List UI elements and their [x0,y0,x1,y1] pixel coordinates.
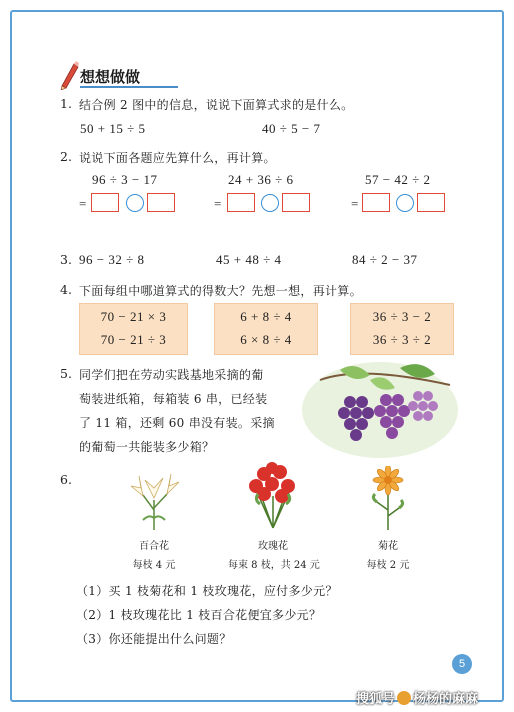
q5-line: 了 11 箱，还剩 60 串没有装。采摘 [79,416,275,430]
compare-panel [350,303,454,355]
compare-expr: 6 × 8 ÷ 4 [240,332,292,347]
operator-circle[interactable] [126,194,144,212]
q1-expr-a: 50 + 15 ÷ 5 [80,121,146,136]
q6-subquestion: （1）买 1 枝菊花和 1 枝玫瑰花，应付多少元？ [76,584,338,598]
q3-number: 3. [60,252,72,267]
grapes-icon [300,360,460,470]
q3-expr: 45 + 48 ÷ 4 [216,252,282,267]
q6-subquestion: （3）你还能提出什么问题？ [76,632,232,646]
q2-expr: 57 − 42 ÷ 2 [365,172,431,187]
section-title: 想想做做 [80,68,141,86]
lily-icon [123,470,185,532]
q5-number: 5. [60,366,72,381]
watermark-author: 杨杨的麻麻 [413,692,479,707]
fox-logo-icon [397,691,411,705]
flower-price: 每枝 4 元 [132,560,176,571]
q2-equals: = [214,196,222,211]
title-underline [80,86,178,88]
q1-number: 1. [60,96,72,111]
q1-text: 结合例 2 图中的信息，说说下面算式求的是什么。 [79,98,354,112]
q4-number: 4. [60,282,72,297]
pencil-icon [58,60,80,90]
operator-circle[interactable] [396,194,414,212]
compare-panel [214,303,318,355]
flower-name: 菊花 [378,541,398,552]
answer-box[interactable] [282,193,310,212]
watermark-text: 搜狐号 [356,692,396,707]
flower-price: 每枝 2 元 [366,560,410,571]
flower-name: 玫瑰花 [258,541,288,552]
compare-expr: 36 ÷ 3 ÷ 2 [372,332,432,347]
q1-expr-b: 40 ÷ 5 − 7 [262,121,321,136]
answer-box[interactable] [417,193,445,212]
q3-expr: 96 − 32 ÷ 8 [79,252,145,267]
watermark [356,688,478,707]
q5-line: 的葡萄一共能装多少箱？ [79,440,215,454]
page-number: 5 [452,654,472,674]
rose-icon [242,460,304,530]
flower-price: 每束 8 枝，共 24 元 [228,560,320,571]
q5-line: 萄装进纸箱，每箱装 6 串，已经装 [79,392,268,406]
chrysanthemum-icon [365,466,411,532]
q2-equals: = [79,196,87,211]
q6-subquestion: （2）1 枝玫瑰花比 1 枝百合花便宜多少元？ [76,608,322,622]
q2-expr: 96 ÷ 3 − 17 [92,172,158,187]
operator-circle[interactable] [261,194,279,212]
compare-expr: 36 ÷ 3 − 2 [372,309,432,324]
q2-expr: 24 + 36 ÷ 6 [228,172,294,187]
q6-number: 6. [60,472,72,487]
answer-box[interactable] [362,193,390,212]
q2-text: 说说下面各题应先算什么，再计算。 [79,151,276,165]
answer-box[interactable] [227,193,255,212]
q3-expr: 84 ÷ 2 − 37 [352,252,418,267]
answer-box[interactable] [147,193,175,212]
compare-expr: 6 + 8 ÷ 4 [240,309,292,324]
compare-expr: 70 − 21 × 3 [100,309,167,324]
q2-number: 2. [60,149,72,164]
q5-line: 同学们把在劳动实践基地采摘的葡 [79,368,264,382]
answer-box[interactable] [91,193,119,212]
flower-name: 百合花 [139,541,169,552]
compare-panel [79,303,188,355]
q4-text: 下面每组中哪道算式的得数大？先想一想，再计算。 [79,284,362,298]
q2-equals: = [351,196,359,211]
compare-expr: 70 − 21 ÷ 3 [100,332,167,347]
